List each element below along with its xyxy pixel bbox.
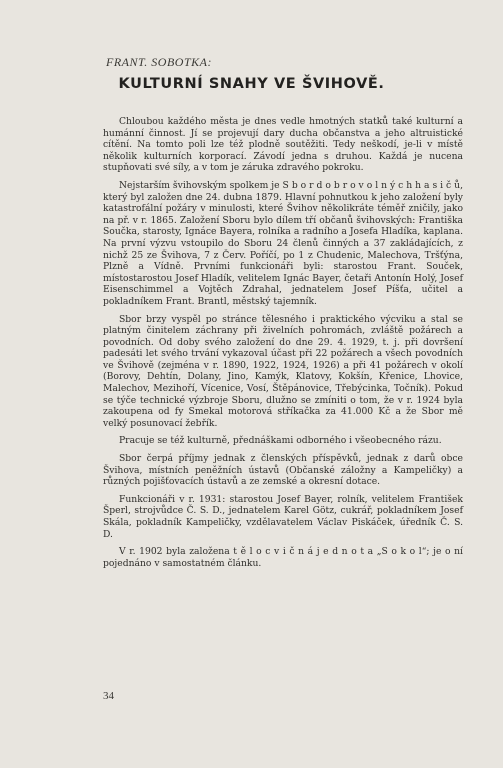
paragraph: Chloubou každého města je dnes vedle hmotných statků také kulturní a humánní činnost. Jí se projevují dary ducha občanstva a jeho altruistické cítění. Na tomto poli lze též plodně soutěžiti. Tedy neškodí, je-li v místě několik kulturních korporací. Závodí jedna s druhou. Každá je nucena stupňovati své síly, a v tom je záruka zdravého pokroku. (103, 116, 463, 174)
paragraph: Nejstarším švihovským spolkem je S b o r d o b r o v o l n ý c h h a s i č ů, který byl založen dne 24. dubna 1879. Hlavní pohnutkou k jeho založení byly katastrofální požáry v minulosti, které Švihov několikráte téměř zničily, jako na př. v r. 1865. Založení Sboru bylo dílem tří občanů švihovských: Františka Součka, starosty, Ignáce Bayera, rolníka a radního a Josefa Hladíka, kaplana. Na první výzvu vstoupilo do Sboru 24 členů činných a 37 zakládajících, z nichž 25 ze Švihova, 7 z Červ. Poříčí, po 1 z Chudenic, Malechova, Tršťýna, Plzně a Vídně. Prvními funkcionáři byli: starostou Frant. Souček, místostarostou Josef Hladík, velitelem Ignác Bayer, četaři Antonín Holý, Josef Eisenschimmel a Vojtěch Zdrahal, jednatelem Josef Píšťa, učitel a pokladníkem Frant. Brantl, městský tajemník. (103, 179, 463, 307)
paragraph: Funkcionáři v r. 1931: starostou Josef Bayer, rolník, velitelem František Šperl, strojvůdce Č. S. D., jednatelem Karel Götz, cukrář, pokladníkem Josef Skála, pokladník Kampeličky, vzdělavatelem Václav Piskáček, úředník Č. S. D. (103, 493, 463, 540)
paragraph: Pracuje se též kulturně, přednáškami odborného i všeobecného rázu. (119, 435, 442, 447)
paragraph: V r. 1902 byla založena t ě l o c v i č n á j e d n o t a „S o k o l“; je o ní pojednáno v samostatném článku. (103, 546, 463, 569)
author-name: FRANT. SOBOTKA: (106, 55, 212, 69)
paragraph: Sbor brzy vyspěl po stránce tělesného i praktického výcviku a stal se platným činitelem záchrany při živelních pohromách, zvláště požárech a povodních. Od doby svého založení do dne 29. 4. 1929, t. j. při dovršení padesáti let svého trvání vykazoval účast při 22 požárech a všech povodních ve Švihově (zejména v r. 1890, 1922, 1924, 1926) a při 41 požárech v okolí (Borovy, Dehtín, Dolany, Jino, Kamýk, Klatovy, Kokšín, Křenice, Lhovice, Malechov, Mezihoří, Vícenice, Vosí, Štěpánovice, Třebýcinka, Točník). Pokud se týče technické výzbroje Sboru, dlužno se zmíniti o tom, že v r. 1924 byla zakoupena od fy Smekal motorová stříkačka za 41.000 Kč a že Sbor mě velký posunovací žebřík. (103, 313, 463, 429)
article-title: KULTURNÍ SNAHY VE ŠVIHOVĚ. (118, 76, 385, 92)
page-number: 34 (103, 690, 114, 702)
paragraph: Sbor čerpá příjmy jednak z členských příspěvků, jednak z darů obce Švihova, místních peněžních ústavů (Občanské záložny a Kampeličky) a různých pojišťovacích ústavů a ze zemské a okresní dotace. (103, 453, 463, 488)
article-body (103, 116, 463, 575)
